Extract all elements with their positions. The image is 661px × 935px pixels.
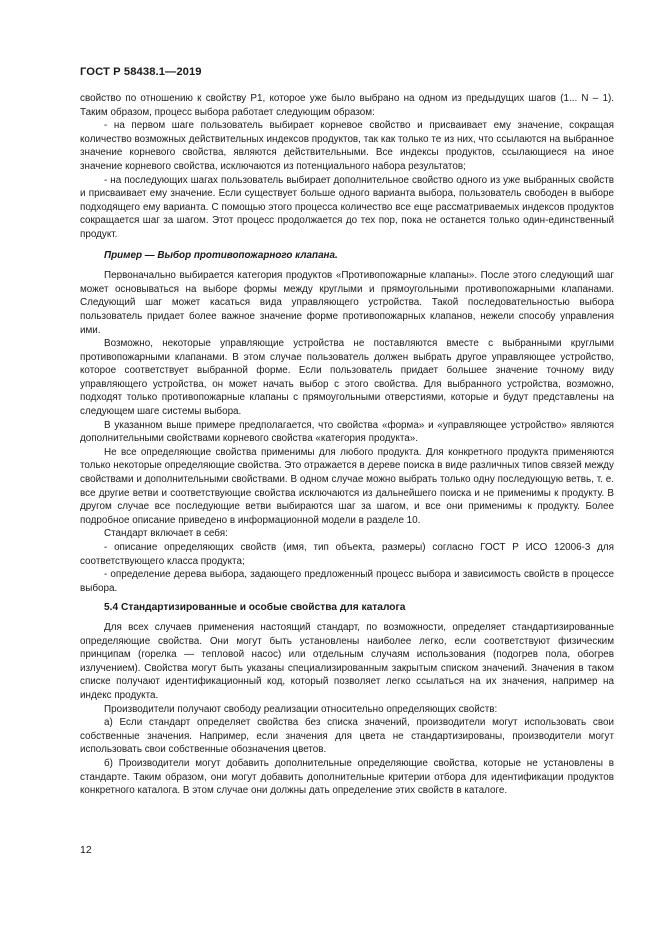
example-heading: Пример — Выбор противопожарного клапана. — [104, 249, 338, 261]
paragraph: б) Производители могут добавить дополнительные определяющие свойства, которые не установлены в стандарте. Таким образом, они могут добавить дополнительные критерии отбора для идентификации продуктов конкретного каталога. В этом случае они должны дать определение этих свойств в каталоге. — [80, 757, 614, 797]
paragraph: В указанном выше примере предполагается, что свойства «форма» и «управляющее устройство» являются дополнительными свойствами корневого свойства «категория продукта». — [80, 419, 614, 445]
document-header: ГОСТ Р 58438.1—2019 — [80, 66, 202, 78]
paragraph: Стандарт включает в себя: — [104, 528, 228, 540]
paragraph: - на последующих шагах пользователь выбирает дополнительное свойство одного из уже выбранных свойств и присваивает ему значение. Если существует больше одного варианта выбора, пользователь свободен в выборе подходящего ему варианта. С помощью этого процесса количество все еще рассматриваемых индексов продуктов сокращается шаг за шагом. Этот процесс продолжается до тех пор, пока не останется только один-единственный продукт. — [80, 174, 614, 240]
paragraph: Возможно, некоторые управляющие устройства не поставляются вместе с выбранными круглыми противопожарными клапанами. В этом случае пользователь должен выбрать другое управляющее устройство, которое соответствует выбранной форме. Если пользователь придает большее значение точному виду управляющего устройства, он может начать выбор с этого свойства. Для выбранного устройства, возможно, подходят только противопожарные клапаны с прямоугольными отверстиями, которые и будут представлены на следующем шаге системы выбора. — [80, 338, 614, 418]
paragraph: - описание определяющих свойств (имя, тип объекта, размеры) согласно ГОСТ Р ИСО 12006-3 для соответствующего класса продукта; — [80, 542, 614, 567]
paragraph: Первоначально выбирается категория продуктов «Противопожарные клапаны». После этого следующий шаг может основываться на выборе формы между круглыми и прямоугольными противопожарными клапанами. Следующий шаг может касаться вида управляющего устройства. Такой последовательностью выбора пользователь придает более важное значение форме противопожарных клапанов, нежели способу управления ими. — [80, 270, 614, 336]
paragraph: - определение дерева выбора, задающего предложенный процесс выбора и зависимость свойств в процессе выбора. — [80, 569, 614, 594]
paragraph: Не все определяющие свойства применимы для любого продукта. Для конкретного продукта применяются только некоторые определяющие свойства. Это отражается в дереве поиска в виде различных типов связей между свойствами и дополнительными свойствами. В одном случае можно выбрать только одну последующую ветвь, т. е. все другие ветви и соответствующие свойства исключаются из дальнейшего поиска и не применимы к продукту. В другом случае все последующие ветви выбираются шаг за шагом, и все они применимы к продукту. Более подробное описание приведено в информационной модели в разделе 10. — [80, 446, 614, 526]
paragraph: свойство по отношению к свойству P1, которое уже было выбрано на одном из предыдущих шагов (1... N – 1). Таким образом, процесс выбора работает следующим образом: — [80, 93, 614, 118]
paragraph: Производители получают свободу реализации относительно определяющих свойств: — [104, 703, 498, 715]
section-heading: 5.4 Стандартизированные и особые свойства для каталога — [104, 602, 406, 614]
paragraph: Для всех случаев применения настоящий стандарт, по возможности, определяет стандартизированные определяющие свойства. Они могут быть установлены наиболее легко, если соответствуют физическим принципам (горелка — тепловой насос) или отдельным случаям использования (подогрев пола, обогрев излучением). Свойства могут быть указаны специализированным закрытым списком значений. Значения в таком списке получают идентификационный код, который позволяет легко ссылаться на их значения, например на индекс продукта. — [80, 621, 614, 701]
paragraph: - на первом шаге пользователь выбирает корневое свойство и присваивает ему значение, сокращая количество возможных действительных индексов продуктов, так как только те из них, что ссылаются на выбранное значение корневого свойства, являются действительными. Все индексы продуктов, ссылающиеся на иное значение корневого свойства, исключаются из потенциального набора результатов; — [80, 120, 614, 172]
document-body — [80, 92, 614, 798]
spacer — [80, 242, 614, 248]
paragraph: а) Если стандарт определяет свойства без списка значений, производители могут использовать свои собственные значения. Например, если значения для цвета не стандартизированы, производители могут использовать свои собственные обозначения цветов. — [80, 717, 614, 756]
page-number: 12 — [80, 844, 92, 856]
